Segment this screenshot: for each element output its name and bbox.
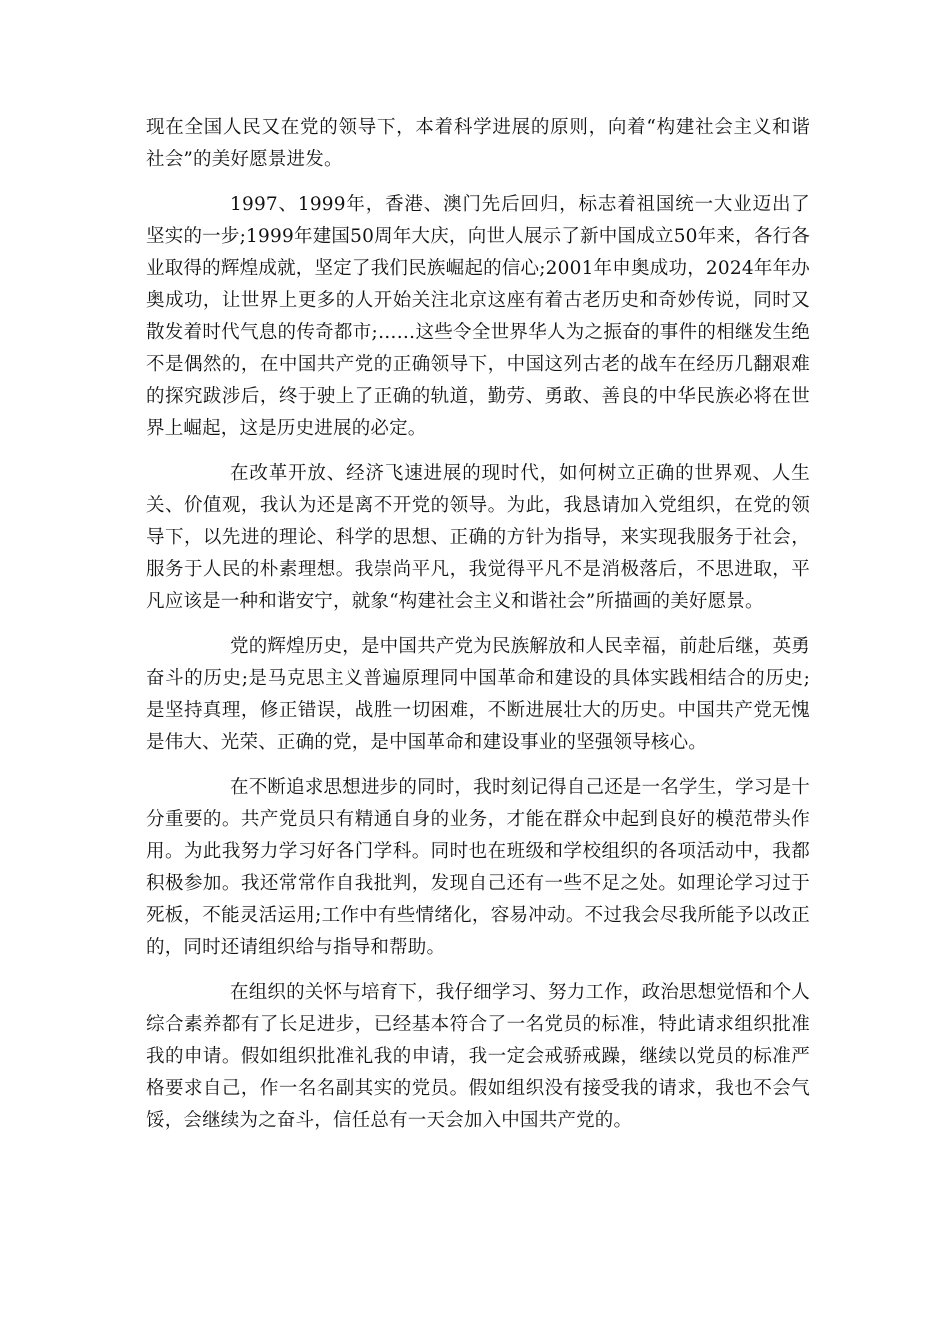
document-body bbox=[146, 112, 810, 1150]
paragraph-1: 现在全国人民又在党的领导下，本着科学进展的原则，向着“构建社会主义和谐社会”的美好愿景进发。 bbox=[146, 117, 810, 170]
paragraph-4: 党的辉煌历史，是中国共产党为民族解放和人民幸福，前赴后继，英勇奋斗的历史;是马克思主义普遍原理同中国革命和建设的具体实践相结合的历史;是坚持真理，修正错误，战胜一切困难，不断进展壮大的历史。中国共产党无愧是伟大、光荣、正确的党，是中国革命和建设事业的坚强领导核心。 bbox=[146, 636, 810, 753]
paragraph-3: 在改革开放、经济飞速进展的现时代，如何树立正确的世界观、人生关、价值观，我认为还是离不开党的领导。为此，我恳请加入党组织，在党的领导下，以先进的理论、科学的思想、正确的方针为指导，来实现我服务于社会，服务于人民的朴素理想。我崇尚平凡，我觉得平凡不是消极落后，不思进取，平凡应该是一种和谐安宁，就象“构建社会主义和谐社会”所描画的美好愿景。 bbox=[146, 463, 810, 612]
paragraph-2: 1997、1999年，香港、澳门先后回归，标志着祖国统一大业迈出了坚实的一步;1999年建国50周年大庆，向世人展示了新中国成立50年来，各行各业取得的辉煌成就，坚定了我们民族崛起的信心;2001年申奥成功，2024年年办奥成功，让世界上更多的人开始关注北京这座有着古老历史和奇妙传说，同时又散发着时代气息的传奇都市;……这些令全世界华人为之振奋的事件的相继发生绝不是偶然的，在中国共产党的正确领导下，中国这列古老的战车在经历几翻艰难的探究跋涉后，终于驶上了正确的轨道，勤劳、勇敢、善良的中华民族必将在世界上崛起，这是历史进展的必定。 bbox=[146, 194, 810, 439]
paragraph-6: 在组织的关怀与培育下，我仔细学习、努力工作，政治思想觉悟和个人综合素养都有了长足进步，已经基本符合了一名党员的标准，特此请求组织批准我的申请。假如组织批准礼我的申请，我一定会戒骄戒躁，继续以党员的标准严格要求自己，作一名名副其实的党员。假如组织没有接受我的请求，我也不会气馁，会继续为之奋斗，信任总有一天会加入中国共产党的。 bbox=[146, 982, 810, 1131]
paragraph-5: 在不断追求思想进步的同时，我时刻记得自己还是一名学生，学习是十分重要的。共产党员只有精通自身的业务，才能在群众中起到良好的模范带头作用。为此我努力学习好各门学科。同时也在班级和学校组织的各项活动中，我都积极参加。我还常常作自我批判，发现自己还有一些不足之处。如理论学习过于死板，不能灵活运用;工作中有些情绪化，容易冲动。不过我会尽我所能予以改正的，同时还请组织给与指导和帮助。 bbox=[146, 777, 810, 958]
